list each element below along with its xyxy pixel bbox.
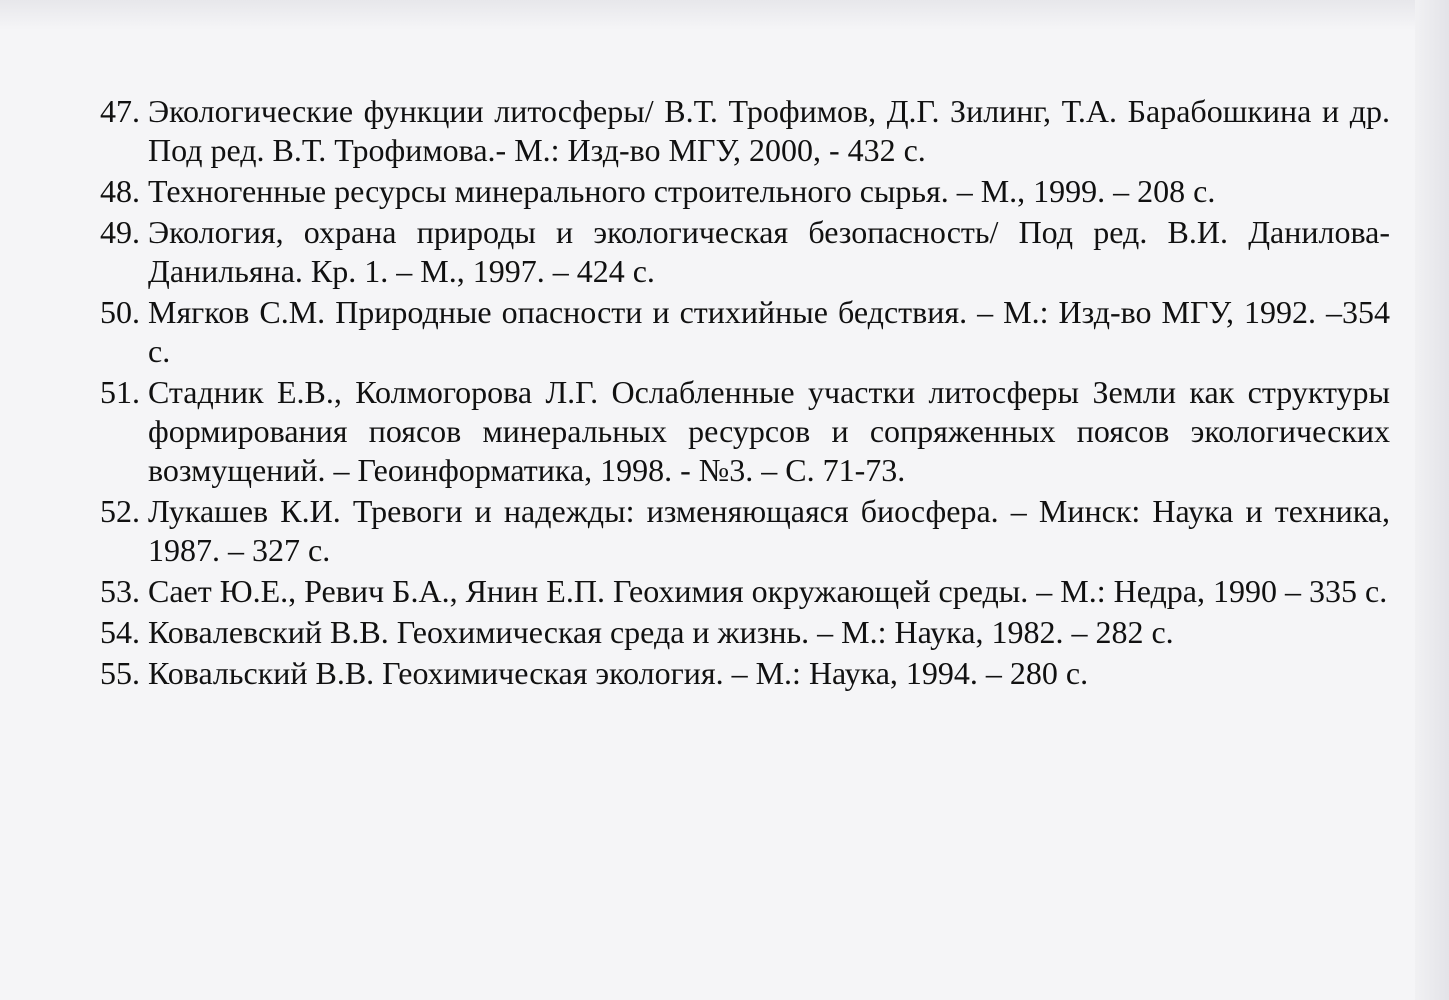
page-top-shadow xyxy=(0,0,1449,30)
reference-list xyxy=(100,92,1390,695)
reference-item xyxy=(100,92,1390,170)
reference-number: 47. xyxy=(100,93,140,129)
reference-item xyxy=(100,172,1390,211)
reference-number: 53. xyxy=(100,573,140,609)
reference-text: Сает Ю.Е., Ревич Б.А., Янин Е.П. Геохимия окружающей среды. – М.: Недра, 1990 – 335 с. xyxy=(148,573,1388,609)
reference-text: Техногенные ресурсы минерального строительного сырья. – М., 1999. – 208 с. xyxy=(148,173,1216,209)
reference-item xyxy=(100,373,1390,490)
reference-item xyxy=(100,213,1390,291)
reference-text: Стадник Е.В., Колмогорова Л.Г. Ослабленные участки литосферы Земли как структуры формирования поясов минеральных ресурсов и сопряженных поясов экологических возмущений. – Геоинформатика, 1998. - №3. – С. 71-73. xyxy=(148,374,1390,488)
reference-text: Ковальский В.В. Геохимическая экология. – М.: Наука, 1994. – 280 с. xyxy=(148,655,1089,691)
reference-text: Экология, охрана природы и экологическая безопасность/ Под ред. В.И. Данилова-Данильяна. Кр. 1. – М., 1997. – 424 с. xyxy=(148,214,1390,289)
reference-number: 54. xyxy=(100,614,140,650)
reference-item xyxy=(100,654,1390,693)
reference-number: 52. xyxy=(100,493,140,529)
reference-text: Ковалевский В.В. Геохимическая среда и жизнь. – М.: Наука, 1982. – 282 с. xyxy=(148,614,1174,650)
reference-text: Мягков С.М. Природные опасности и стихийные бедствия. – М.: Изд-во МГУ, 1992. –354 с. xyxy=(148,294,1390,369)
reference-item xyxy=(100,613,1390,652)
reference-number: 50. xyxy=(100,294,140,330)
reference-item xyxy=(100,492,1390,570)
reference-number: 49. xyxy=(100,214,140,250)
reference-item xyxy=(100,572,1390,611)
reference-text: Лукашев К.И. Тревоги и надежды: изменяющаяся биосфера. – Минск: Наука и техника, 1987. – 327 с. xyxy=(148,493,1390,568)
reference-item xyxy=(100,293,1390,371)
reference-number: 51. xyxy=(100,374,140,410)
reference-text: Экологические функции литосферы/ В.Т. Трофимов, Д.Г. Зилинг, Т.А. Барабошкина и др. Под ред. В.Т. Трофимова.- М.: Изд-во МГУ, 2000, - 432 с. xyxy=(148,93,1390,168)
reference-number: 55. xyxy=(100,655,140,691)
reference-number: 48. xyxy=(100,173,140,209)
page-right-edge xyxy=(1415,0,1449,1000)
